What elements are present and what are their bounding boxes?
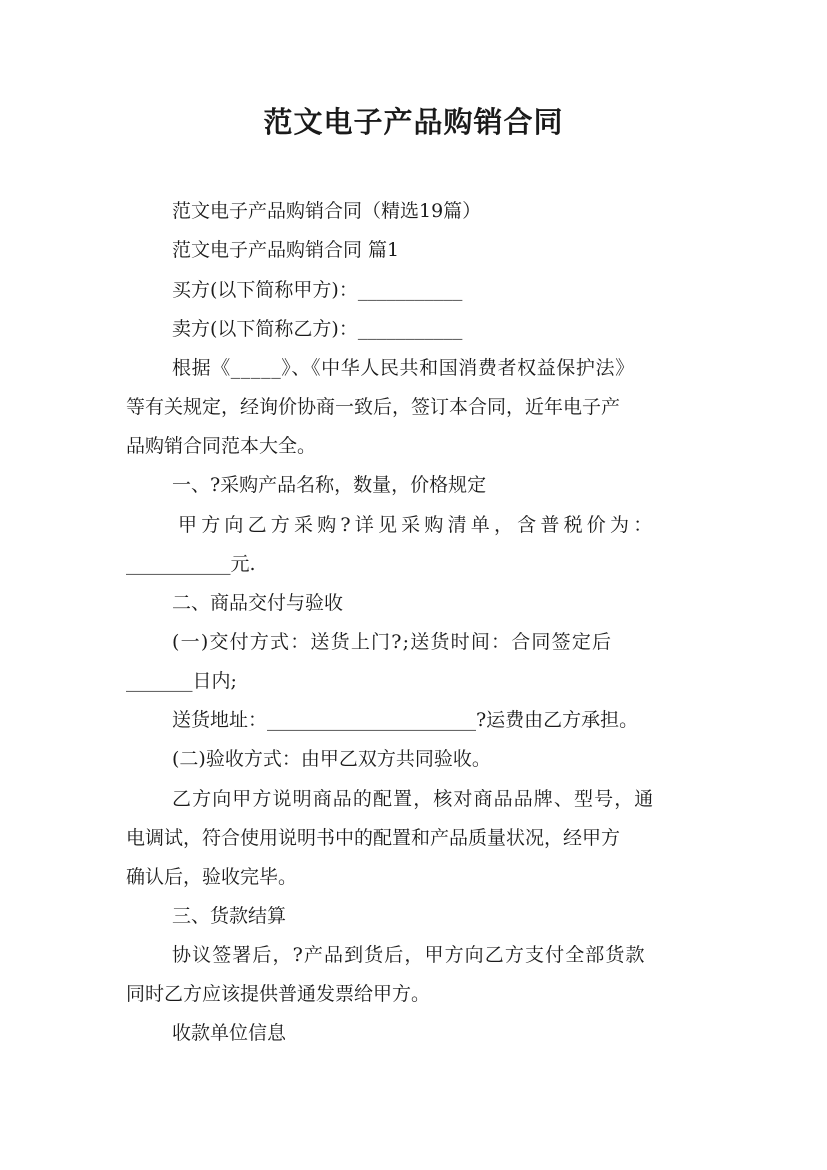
acceptance-body-line-3: 确认后，验收完毕。: [126, 866, 298, 888]
clause-1-body-line-2: ___________元.: [126, 553, 256, 575]
delivery-address-line: 送货地址：______________________?运费由乙方承担。: [172, 709, 639, 731]
acceptance-body-line-1: 乙方向甲方说明商品的配置，核对商品品牌、型号，通: [172, 788, 655, 810]
paragraph-basis-line-1: 根据《_____》、《中华人民共和国消费者权益保护法》: [172, 357, 635, 379]
paragraph-basis-line-2: 等有关规定，经询价协商一致后，签订本合同，近年电子产: [126, 396, 621, 418]
delivery-method-line-2: _______日内;: [126, 670, 237, 692]
payment-body-line-2: 同时乙方应该提供普通发票给甲方。: [126, 983, 431, 1005]
payment-body-line-1: 协议签署后，?产品到货后，甲方向乙方支付全部货款: [172, 944, 646, 966]
seller-line: 卖方(以下简称乙方)：___________: [172, 318, 463, 340]
delivery-method-line-1: (一)交付方式：送货上门?;送货时间：合同签定后: [172, 631, 613, 653]
document-title: 范文电子产品购销合同: [263, 105, 564, 139]
paragraph-basis-line-3: 品购销合同范本大全。: [126, 435, 317, 457]
subtitle-selection: 范文电子产品购销合同（精选19篇）: [172, 200, 482, 222]
payee-info-heading: 收款单位信息: [172, 1022, 287, 1044]
clause-3-heading: 三、货款结算: [172, 905, 287, 927]
clause-1-body-line-1: 甲方向乙方采购?详见采购清单，含普税价为：: [178, 514, 657, 536]
buyer-line: 买方(以下简称甲方)：___________: [172, 279, 463, 301]
acceptance-method-line: (二)验收方式：由甲乙双方共同验收。: [172, 748, 491, 770]
clause-2-heading: 二、商品交付与验收: [172, 592, 344, 614]
acceptance-body-line-2: 电调试，符合使用说明书中的配置和产品质量状况，经甲方: [126, 827, 621, 849]
section-heading-article-1: 范文电子产品购销合同 篇1: [172, 239, 400, 261]
clause-1-heading: 一、?采购产品名称，数量，价格规定: [172, 474, 487, 496]
